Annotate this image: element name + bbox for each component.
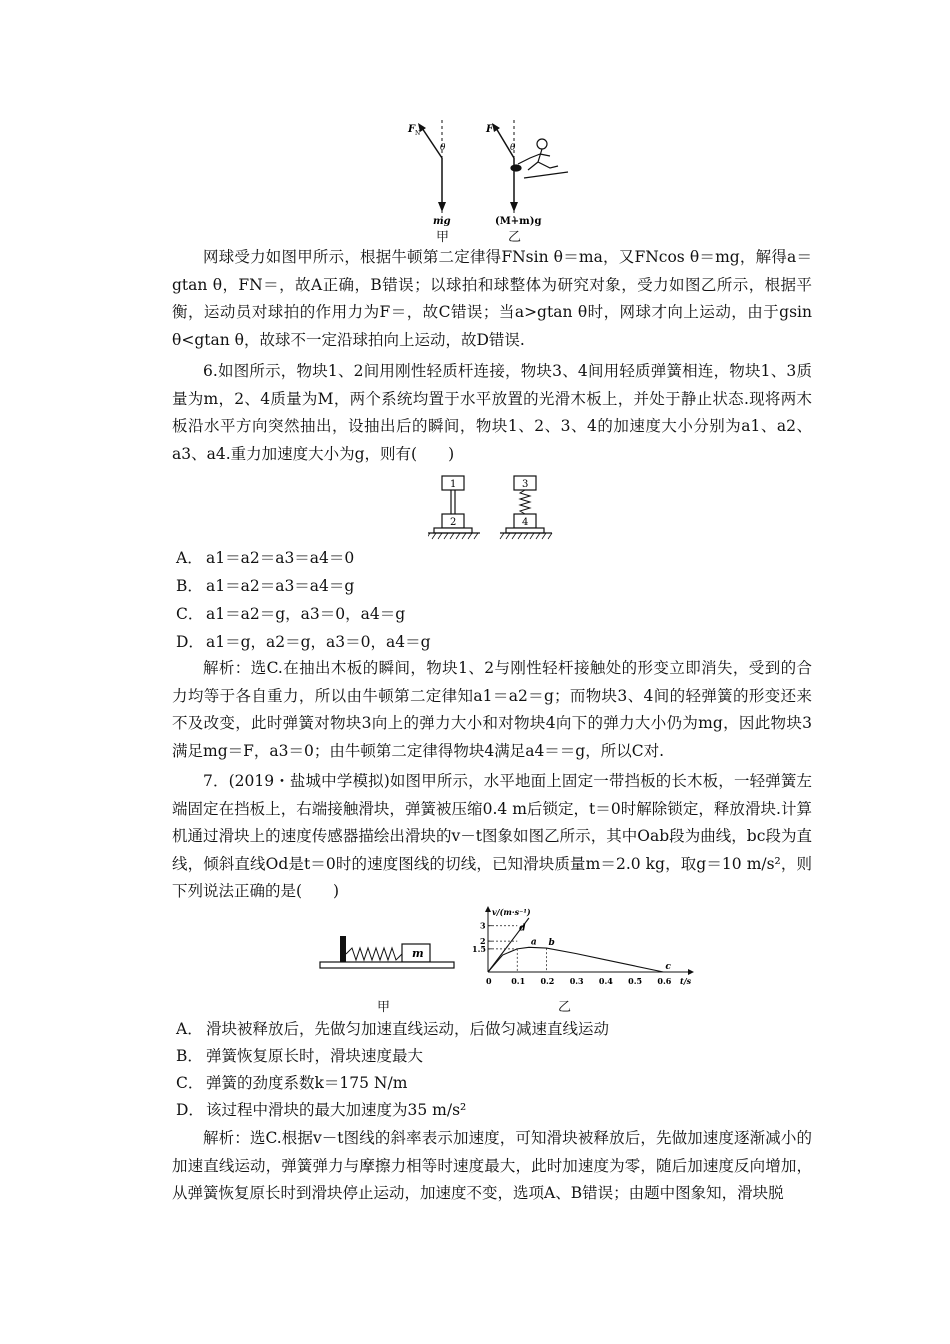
x-tick-label: 0.1 [511,976,526,986]
q6-option-b: B． a1＝a2＝a3＝a4＝g [176,577,355,595]
q6-option-a: A． a1＝a2＝a3＝a4＝0 [176,549,355,567]
left-force-label: F [408,124,416,135]
velocity-curve [488,947,663,972]
y-axis-label: v/(m·s⁻¹) [492,907,531,917]
q7-option-b: B． 弹簧恢复原长时，滑块速度最大 [176,1047,424,1065]
block-3-label: 3 [522,479,529,490]
q6-analysis: 解析：选C.在抽出木板的瞬间，物块1、2与刚性轻杆接触处的形变立即消失，受到的合力均等于各自重力，所以由牛顿第二定律知a1＝a2＝g；而物块3、4间的轻弹簧的形变还来不及改变，此时弹簧对物块3向上的弹力大小和对物块4向下的弹力大小仍为mg，因此物块3满足mg＝F，a3＝0；由牛顿第二定律得物块4满足a4＝＝g，所以C对. [172,659,812,760]
q6-stem: 6.如图所示，物块1、2间用刚性轻质杆连接，物块3、4间用轻质弹簧相连，物块1、3质量为m，2、4质量为M，两个系统均置于水平放置的光滑木板上，并处于静止状态.现将两木板沿水平方向突然抽出，设抽出后的瞬间，物块1、2、3、4的加速度大小分别为a1、a2、a3、a4.重力加速度大小为g，则有( ) [172,362,812,463]
left-force-subscript: N [415,130,421,137]
q7-fig-label-yi: 乙 [558,1000,572,1015]
point-label-a: a [530,937,537,948]
q7-analysis: 解析：选C.根据v－t图线的斜率表示加速度，可知滑块被释放后，先做加速度逐渐减小的加速直线运动，弹簧弹力与摩擦力相等时速度最大，此时加速度为零，随后加速度反向增加，从弹簧恢复原长时到滑块停止运动，加速度不变，选项A、B错误；由题中图象知，滑块脱 [172,1129,812,1202]
q7-stem: 7．(2019・盐城中学模拟)如图甲所示，水平地面上固定一带挡板的长木板，一轻弹簧左端固定在挡板上，右端接触滑块，弹簧被压缩0.4 m后锁定，t＝0时解除锁定，释放滑块.计算机通过滑块上的速度传感器描绘出滑块的v－t图象如图乙所示，其中Oab段为曲线，bc段为直线，倾斜直线Od是t＝0时的速度图线的切线，已知滑块质量m＝2.0 kg，取g＝10 m/s²，则下列说法正确的是( ) [172,772,812,900]
x-tick-label: 0.5 [628,976,643,986]
spring-block-figure [318,928,458,976]
q7-option-a: A． 滑块被释放后，先做匀加速直线运动，后做匀减速直线运动 [176,1020,610,1038]
y-axis-arrow [485,906,491,912]
x-axis-label: t/s [680,976,692,986]
q7-option-d: D． 该过程中滑块的最大加速度为35 m/s² [176,1101,467,1119]
vt-chart [466,906,706,994]
right-weight-label: (M+m)g [495,216,542,227]
right-angle-label: θ [510,143,516,153]
right-force-label: F [486,124,494,135]
x-tick-label: 0.6 [657,976,672,986]
q6-option-c: C． a1＝a2＝g，a3＝0，a4＝g [176,605,406,623]
q6-option-d: D． a1＝g，a2＝g，a3＝0，a4＝g [176,633,431,651]
point-label-c: c [665,962,671,972]
y-tick-label: 3 [480,920,486,931]
y-tick-label: 2 [480,936,486,947]
x-tick-label: 0.2 [540,976,555,986]
block-2-label: 2 [450,517,457,528]
force-diagram-figure [400,118,580,228]
blocks-figure [428,472,568,544]
block-1-label: 1 [450,479,457,490]
q5-analysis: 网球受力如图甲所示，根据牛顿第二定律得FNsin θ＝ma，又FNcos θ＝mg，解得a＝gtan θ，FN＝，故A正确，B错误；以球拍和球整体为研究对象，受力如图乙所示，根据平衡，运动员对球拍的作用力为F＝，故C错误；当a>gtan θ时，网球才向上运动，由于gsin θ<gtan θ，故球不一定沿球拍向上运动，故D错误. [172,248,812,349]
y-tick-label: 1.5 [472,943,486,954]
x-axis-arrow [688,969,694,975]
q7-option-c: C． 弹簧的劲度系数k＝175 N/m [176,1074,408,1092]
left-weight-label: mg [433,216,451,227]
point-label-d: d [519,923,526,934]
figure-label-yi: 乙 [508,230,522,245]
x-tick-label: 0 [486,976,492,986]
block-4-label: 4 [522,517,529,528]
x-tick-label: 0.4 [598,976,613,986]
q7-fig-label-jia: 甲 [377,1000,391,1015]
slider-block-label: m [412,947,424,960]
x-tick-label: 0.3 [569,976,584,986]
left-angle-label: θ [440,143,446,153]
tennis-player-illustration [511,139,568,178]
figure-label-jia: 甲 [436,230,450,245]
point-label-b: b [548,938,555,949]
